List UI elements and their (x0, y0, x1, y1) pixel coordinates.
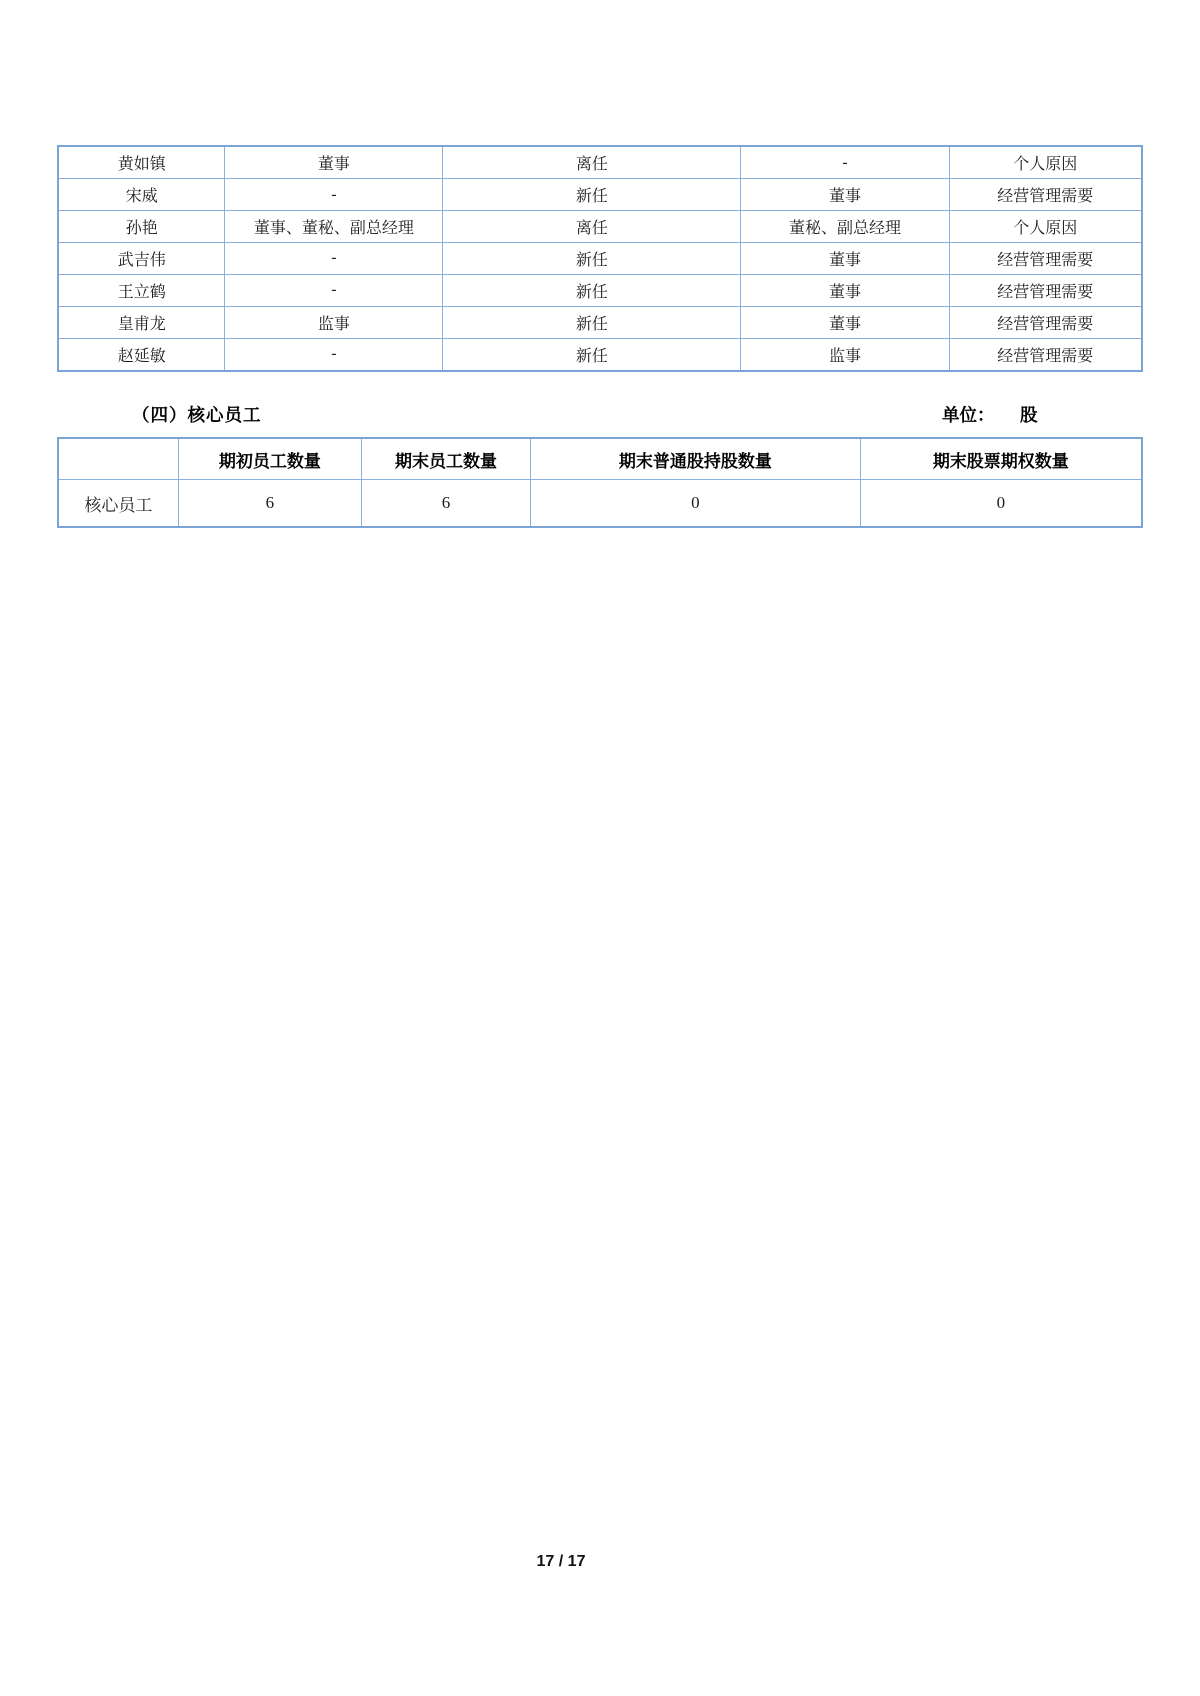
former-position: - (225, 242, 443, 274)
table-row (58, 146, 1142, 179)
header-end-common-shares: 期末普通股持股数量 (531, 438, 861, 480)
table-row (58, 274, 1142, 306)
former-position: 董事 (225, 146, 443, 179)
row-label: 核心员工 (58, 480, 178, 528)
change-type: 新任 (443, 274, 741, 306)
table-row (58, 480, 1142, 528)
table-header-row (58, 438, 1142, 480)
change-reason: 经营管理需要 (949, 179, 1142, 211)
value-begin-employees: 6 (178, 480, 361, 528)
former-position: 监事 (225, 306, 443, 338)
person-name: 王立鹤 (58, 274, 225, 306)
change-type: 离任 (443, 211, 741, 243)
table-row (58, 306, 1142, 338)
unit-value: 股 (1020, 405, 1038, 425)
person-name: 孙艳 (58, 211, 225, 243)
change-reason: 个人原因 (949, 211, 1142, 243)
former-position: 董事、董秘、副总经理 (225, 211, 443, 243)
table-row (58, 242, 1142, 274)
new-position: 董事 (741, 306, 949, 338)
change-reason: 经营管理需要 (949, 274, 1142, 306)
unit-label: 单位： (942, 405, 995, 425)
corner-cell (58, 438, 178, 480)
former-position: - (225, 179, 443, 211)
former-position: - (225, 274, 443, 306)
change-type: 新任 (443, 306, 741, 338)
person-name: 宋威 (58, 179, 225, 211)
new-position: 监事 (741, 338, 949, 371)
header-begin-employees: 期初员工数量 (178, 438, 361, 480)
core-employee-table (57, 437, 1143, 528)
change-type: 离任 (443, 146, 741, 179)
new-position: 董事 (741, 242, 949, 274)
person-name: 武吉伟 (58, 242, 225, 274)
value-end-stock-options: 0 (860, 480, 1142, 528)
person-name: 皇甫龙 (58, 306, 225, 338)
change-reason: 个人原因 (949, 146, 1142, 179)
new-position: 董事 (741, 274, 949, 306)
table-row (58, 211, 1142, 243)
new-position: 董事 (741, 179, 949, 211)
change-type: 新任 (443, 242, 741, 274)
change-reason: 经营管理需要 (949, 338, 1142, 371)
header-end-stock-options: 期末股票期权数量 (860, 438, 1142, 480)
change-reason: 经营管理需要 (949, 242, 1142, 274)
value-end-employees: 6 (362, 480, 531, 528)
table-row (58, 338, 1142, 371)
personnel-change-table (57, 145, 1143, 372)
change-reason: 经营管理需要 (949, 306, 1142, 338)
person-name: 赵延敏 (58, 338, 225, 371)
new-position: - (741, 146, 949, 179)
header-end-employees: 期末员工数量 (362, 438, 531, 480)
page-number: 17 / 17 (536, 1553, 586, 1570)
section-heading: （四）核心员工 (132, 405, 262, 425)
former-position: - (225, 338, 443, 371)
person-name: 黄如镇 (58, 146, 225, 179)
new-position: 董秘、副总经理 (741, 211, 949, 243)
table-row (58, 179, 1142, 211)
change-type: 新任 (443, 338, 741, 371)
value-end-common-shares: 0 (531, 480, 861, 528)
change-type: 新任 (443, 179, 741, 211)
